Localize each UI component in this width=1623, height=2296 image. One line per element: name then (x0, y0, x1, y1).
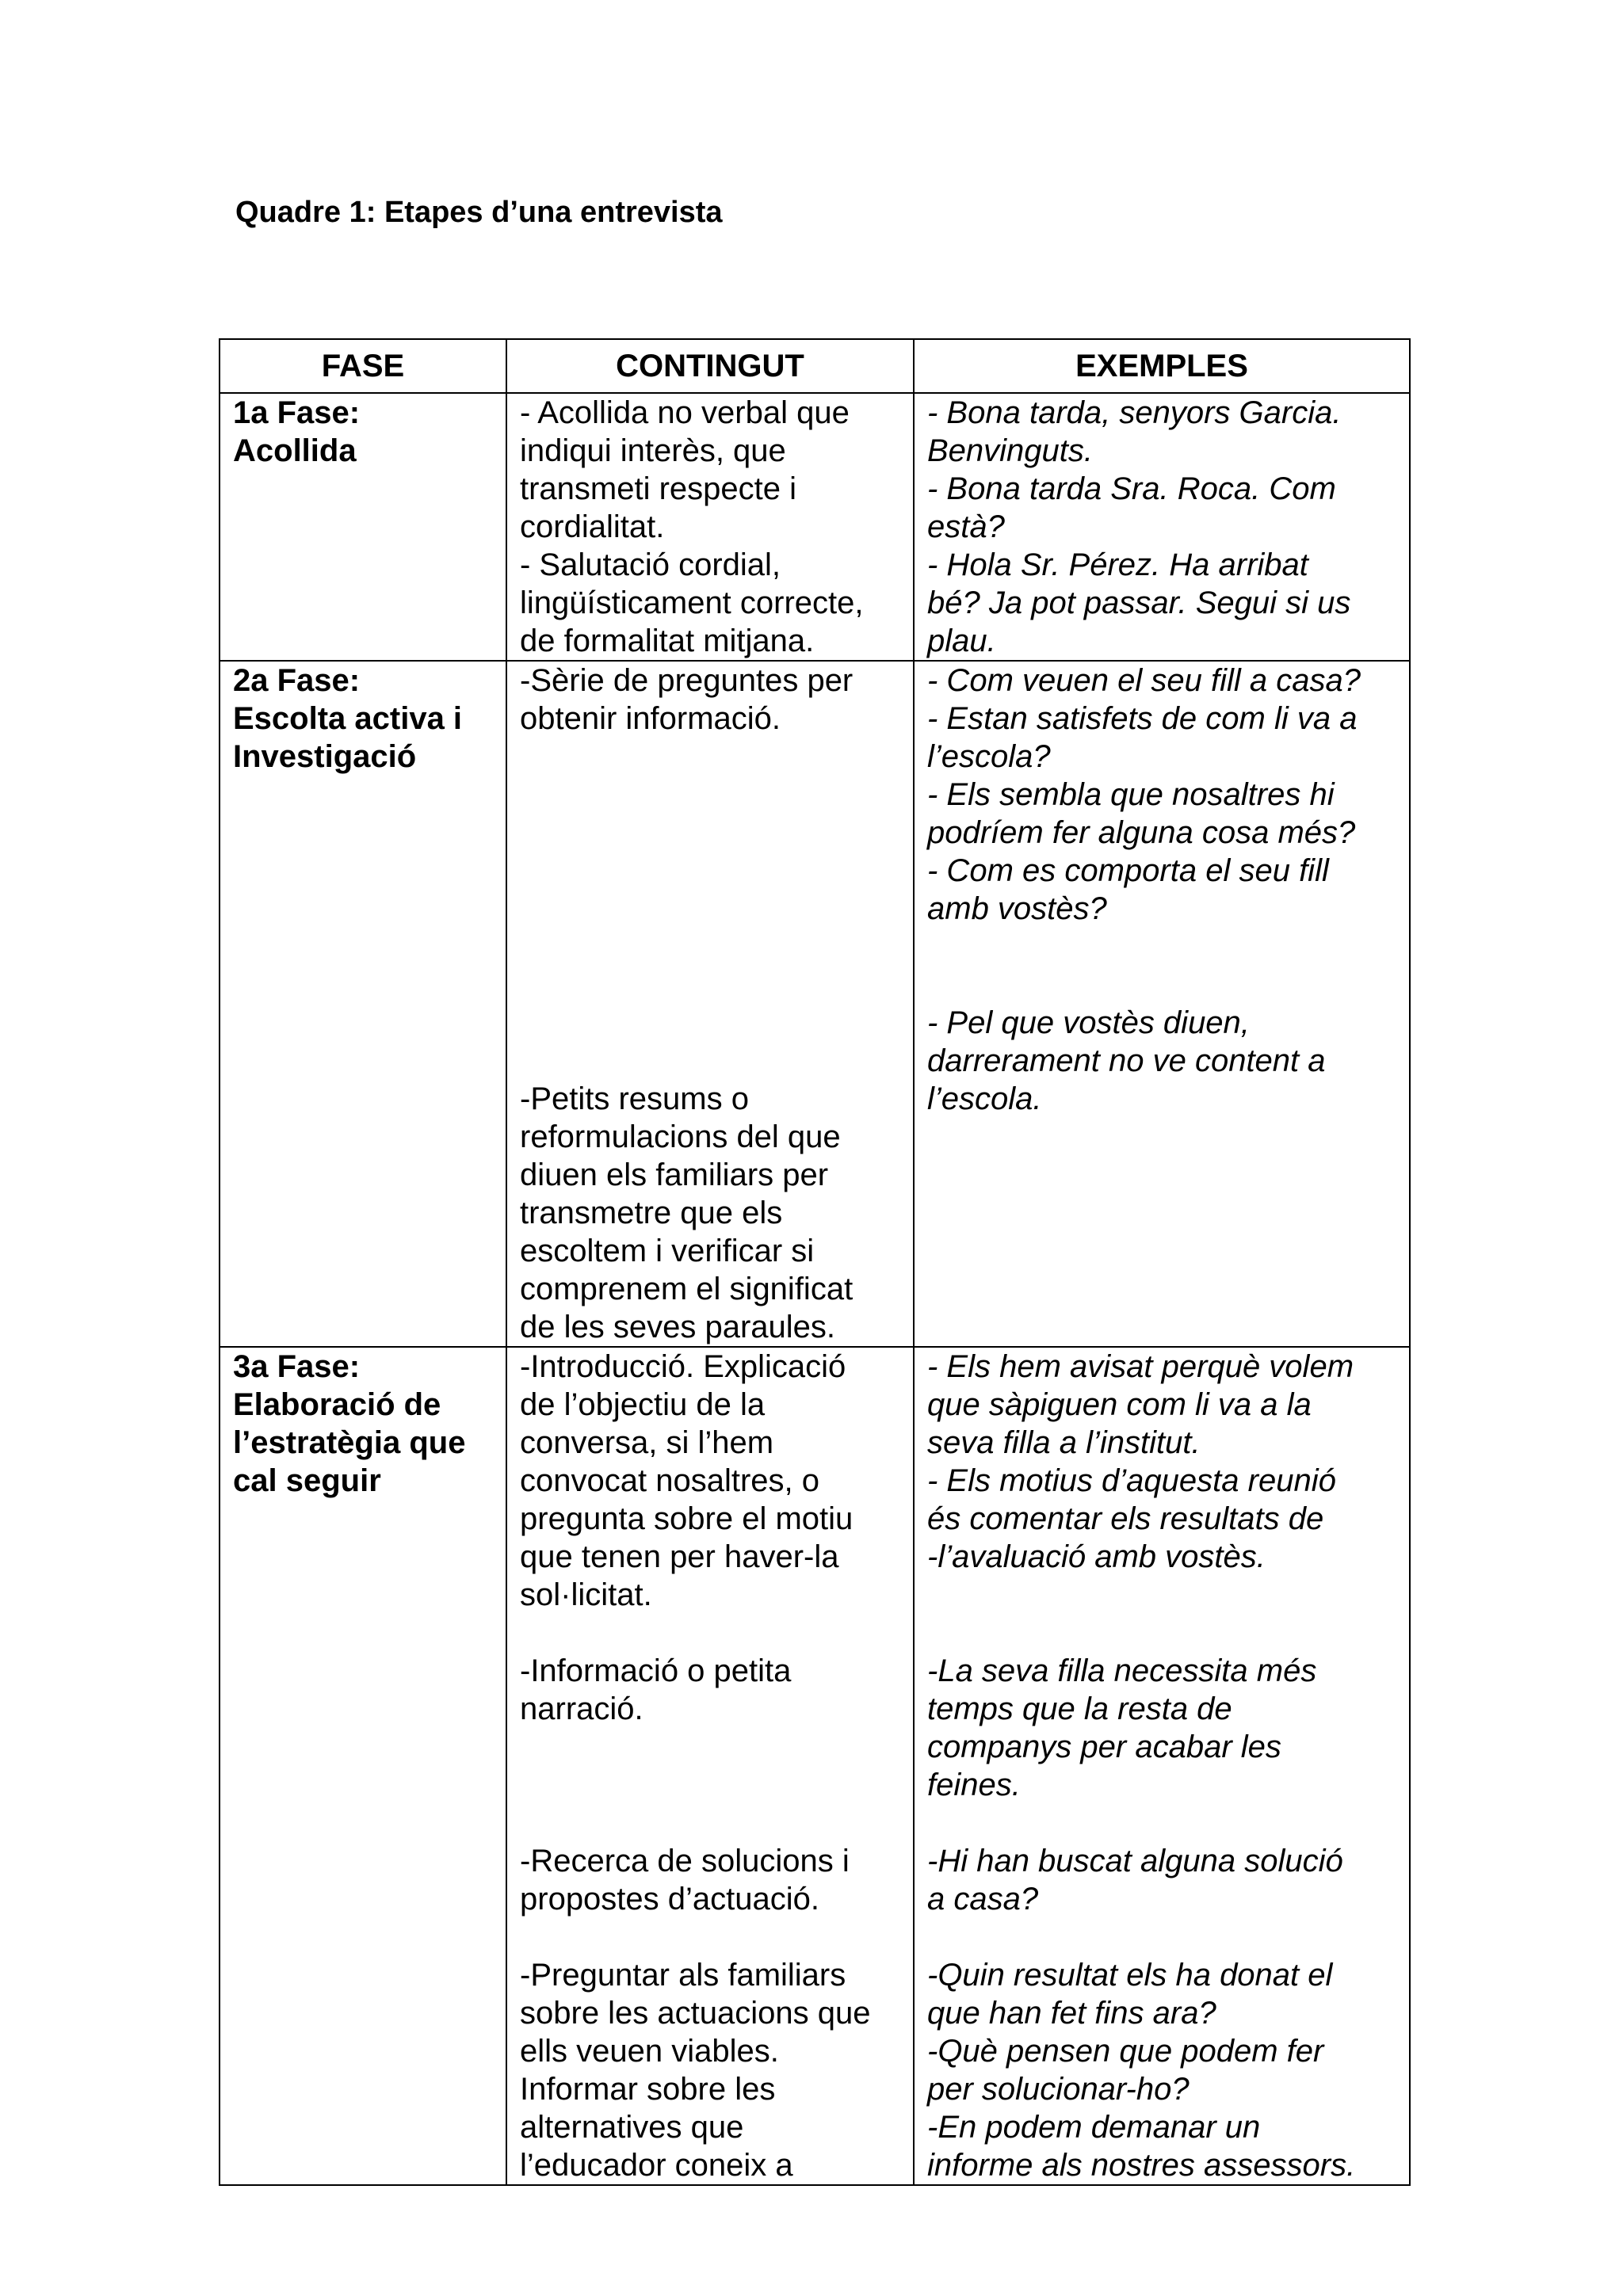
example-line: està? (927, 509, 1005, 544)
example-block (927, 1004, 1396, 1118)
example-line: Benvinguts. (927, 433, 1094, 468)
example-cell (914, 1347, 1410, 2185)
example-line: - Pel que vostès diuen, (927, 1005, 1250, 1040)
example-block (927, 1348, 1396, 1576)
example-line: - Els hem avisat perquè volem (927, 1349, 1354, 1384)
phase-label: l’estratègia que (233, 1425, 466, 1460)
example-line: -l’avaluació amb vostès. (927, 1539, 1266, 1574)
content-cell (506, 661, 914, 1347)
content-line: - Acollida no verbal que (520, 395, 850, 430)
example-line: - Com es comporta el seu fill (927, 853, 1329, 888)
content-line: l’educador coneix a (520, 2148, 793, 2183)
header-exemples: EXEMPLES (914, 339, 1410, 393)
content-block (520, 1348, 900, 1614)
content-line: -Informació o petita (520, 1653, 792, 1688)
phase-label: Acollida (233, 433, 357, 468)
phase-cell (220, 661, 506, 1347)
content-line: lingüísticament correcte, (520, 585, 864, 620)
example-line: l’escola? (927, 739, 1051, 774)
content-line: comprenem el significat (520, 1272, 854, 1306)
table-title: Quadre 1: Etapes d’una entrevista (235, 196, 723, 229)
table-row (220, 1347, 1410, 2185)
content-block (520, 394, 900, 660)
content-line: - Salutació cordial, (520, 547, 781, 582)
example-line: -Què pensen que podem fer (927, 2034, 1324, 2069)
content-line: reformulacions del que (520, 1119, 841, 1154)
phase-cell (220, 393, 506, 661)
content-block (520, 1080, 900, 1346)
example-block (927, 394, 1396, 660)
content-line: que tenen per haver-la (520, 1539, 839, 1574)
example-block (927, 1652, 1396, 1804)
example-line: bé? Ja pot passar. Segui si us (927, 585, 1351, 620)
content-line: transmeti respecte i (520, 471, 797, 506)
content-line: de l’objectiu de la (520, 1387, 766, 1422)
example-line: podríem fer alguna cosa més? (927, 815, 1356, 850)
content-line: transmetre que els (520, 1196, 783, 1230)
content-line: alternatives que (520, 2110, 744, 2145)
content-line: convocat nosaltres, o (520, 1463, 819, 1498)
table-row (220, 393, 1410, 661)
example-line: que sàpiguen com li va a la (927, 1387, 1312, 1422)
table-row (220, 661, 1410, 1347)
content-line: pregunta sobre el motiu (520, 1501, 854, 1536)
example-line: que han fet fins ara? (927, 1996, 1216, 2031)
content-line: sobre les actuacions que (520, 1996, 871, 2031)
content-cell (506, 393, 914, 661)
example-line: - Bona tarda, senyors Garcia. (927, 395, 1342, 430)
example-line: -En podem demanar un (927, 2110, 1261, 2145)
content-line: sol·licitat. (520, 1577, 652, 1612)
example-line: companys per acabar les (927, 1730, 1281, 1764)
example-line: - Els sembla que nosaltres hi (927, 777, 1335, 812)
example-line: -Hi han buscat alguna solució (927, 1844, 1343, 1878)
example-line: seva filla a l’institut. (927, 1425, 1201, 1460)
content-block (520, 1956, 900, 2184)
example-line: -La seva filla necessita més (927, 1653, 1317, 1688)
example-line: informe als nostres assessors. (927, 2148, 1356, 2183)
example-line: darrerament no ve content a (927, 1043, 1326, 1078)
example-cell (914, 661, 1410, 1347)
example-line: - Els motius d’aquesta reunió (927, 1463, 1336, 1498)
phase-label: 3a Fase: (233, 1349, 361, 1384)
content-line: -Sèrie de preguntes per (520, 663, 854, 698)
example-line: és comentar els resultats de (927, 1501, 1324, 1536)
content-line: conversa, si l’hem (520, 1425, 774, 1460)
content-line: escoltem i verificar si (520, 1234, 815, 1268)
phase-label: 1a Fase: (233, 395, 361, 430)
interview-stages-table (219, 338, 1411, 2186)
content-line: -Preguntar als familiars (520, 1958, 846, 1993)
example-block (927, 662, 1396, 928)
example-line: per solucionar-ho? (927, 2072, 1190, 2107)
content-line: ells veuen viables. (520, 2034, 779, 2069)
header-row (220, 339, 1410, 393)
phase-cell (220, 1347, 506, 2185)
example-line: temps que la resta de (927, 1691, 1232, 1726)
example-line: feines. (927, 1768, 1021, 1802)
header-fase: FASE (220, 339, 506, 393)
example-line: - Bona tarda Sra. Roca. Com (927, 471, 1336, 506)
example-line: plau. (927, 624, 996, 658)
content-block (520, 662, 900, 738)
content-line: propostes d’actuació. (520, 1882, 820, 1917)
phase-label: 2a Fase: (233, 663, 361, 698)
example-line: -Quin resultat els ha donat el (927, 1958, 1333, 1993)
content-line: de les seves paraules. (520, 1310, 836, 1344)
example-line: l’escola. (927, 1081, 1042, 1116)
example-line: amb vostès? (927, 891, 1107, 926)
content-cell (506, 1347, 914, 2185)
content-line: de formalitat mitjana. (520, 624, 815, 658)
content-line: diuen els familiars per (520, 1158, 829, 1192)
content-line: -Petits resums o (520, 1081, 749, 1116)
example-block (927, 1842, 1396, 1918)
example-line: - Estan satisfets de com li va a (927, 701, 1358, 736)
phase-label: Investigació (233, 739, 417, 774)
content-line: cordialitat. (520, 509, 665, 544)
content-line: narració. (520, 1691, 643, 1726)
phase-label: Escolta activa i (233, 701, 463, 736)
example-line: - Hola Sr. Pérez. Ha arribat (927, 547, 1308, 582)
phase-label: cal seguir (233, 1463, 381, 1498)
example-block (927, 1956, 1396, 2184)
example-line: - Com veuen el seu fill a casa? (927, 663, 1361, 698)
header-contingut: CONTINGUT (506, 339, 914, 393)
example-cell (914, 393, 1410, 661)
content-line: indiqui interès, que (520, 433, 786, 468)
content-line: -Recerca de solucions i (520, 1844, 850, 1878)
content-line: obtenir informació. (520, 701, 781, 736)
content-line: Informar sobre les (520, 2072, 776, 2107)
phase-label: Elaboració de (233, 1387, 441, 1422)
example-line: a casa? (927, 1882, 1039, 1917)
content-block (520, 1842, 900, 1918)
content-line: -Introducció. Explicació (520, 1349, 846, 1384)
content-block (520, 1652, 900, 1728)
